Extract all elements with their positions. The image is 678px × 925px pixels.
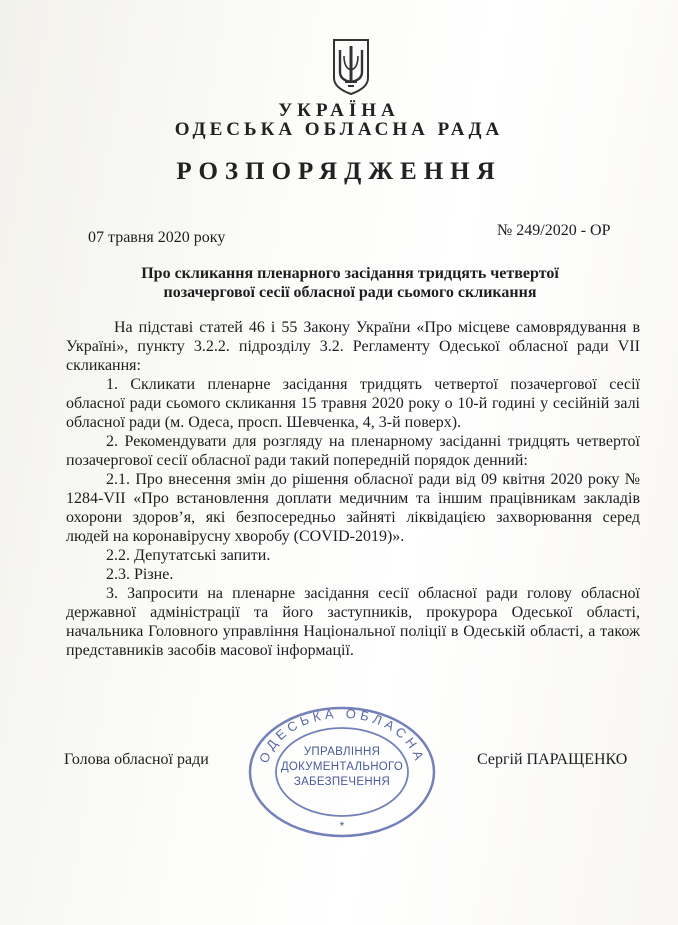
council-title: ОДЕСЬКА ОБЛАСНА РАДА — [174, 119, 504, 140]
body-paragraph-item-2-3: 2.3. Різне. — [106, 566, 174, 583]
signatory-name: Сергій ПАРАЩЕНКО — [477, 751, 628, 768]
stamp-line: УПРАВЛІННЯ — [303, 746, 381, 758]
subject-line: позачергової сесії обласної ради сьомого скликання — [163, 284, 537, 301]
document-type-title: РОЗПОРЯДЖЕННЯ — [176, 158, 502, 185]
body-paragraph-item-2: 2. Рекомендувати для розгляду на пленарному засіданні тридцять четвертої позачергової сесії обласної ради такий попередній порядок денний: — [66, 433, 640, 469]
country-title: УКРАЇНА — [278, 100, 400, 121]
stamp-line: ЗАБЕЗПЕЧЕННЯ — [293, 776, 391, 788]
signatory-position: Голова обласної ради — [64, 751, 209, 768]
stamp-star: * — [339, 819, 345, 833]
subject-line: Про скликання пленарного засідання тридцять четвертої — [141, 265, 559, 282]
stamp-ring-text: ОДЕСЬКА ОБЛАСНА — [256, 705, 429, 766]
official-stamp — [247, 705, 437, 840]
document-subject — [60, 264, 640, 302]
body-paragraph-item-2-1: 2.1. Про внесення змін до рішення обласної ради від 09 квітня 2020 року № 1284-VII «Про встановлення доплати медичним та іншим працівникам закладів охорони здоров’я, які безпосередньо зайняті ліквідацією захворювання серед людей на коронавірусну хворобу (COVID-2019)». — [66, 471, 640, 545]
body-paragraph-item-3: 3. Запросити на пленарне засідання сесії обласної ради голову обласної державної адміністрації та його заступників, прокурора Одеської області, начальника Головного управління Національної поліції в Одеській області, а також представників засобів масової інформації. — [66, 585, 640, 659]
stamp-line: ДОКУМЕНТАЛЬНОГО — [280, 761, 404, 773]
body-paragraph-preamble: На підставі статей 46 і 55 Закону України «Про місцеве самоврядування в Україні», пункту 3.2.2. підрозділу 3.2. Регламенту Одеської обласної ради VII скликання: — [66, 319, 640, 374]
body-paragraph-item-2-2: 2.2. Депутатські запити. — [106, 547, 271, 564]
document-body — [66, 318, 640, 660]
document-number: № 249/2020 - ОР — [497, 222, 611, 239]
body-paragraph-item-1: 1. Скликати пленарне засідання тридцять четвертої позачергової сесії обласної ради сьомого скликання 15 травня 2020 року о 10-й годині у сесійній залі обласної ради (м. Одеса, просп. Шевченка, 4, 3-й поверх). — [66, 376, 640, 431]
trident-emblem-icon — [331, 38, 371, 96]
document-date: 07 травня 2020 року — [88, 229, 226, 246]
